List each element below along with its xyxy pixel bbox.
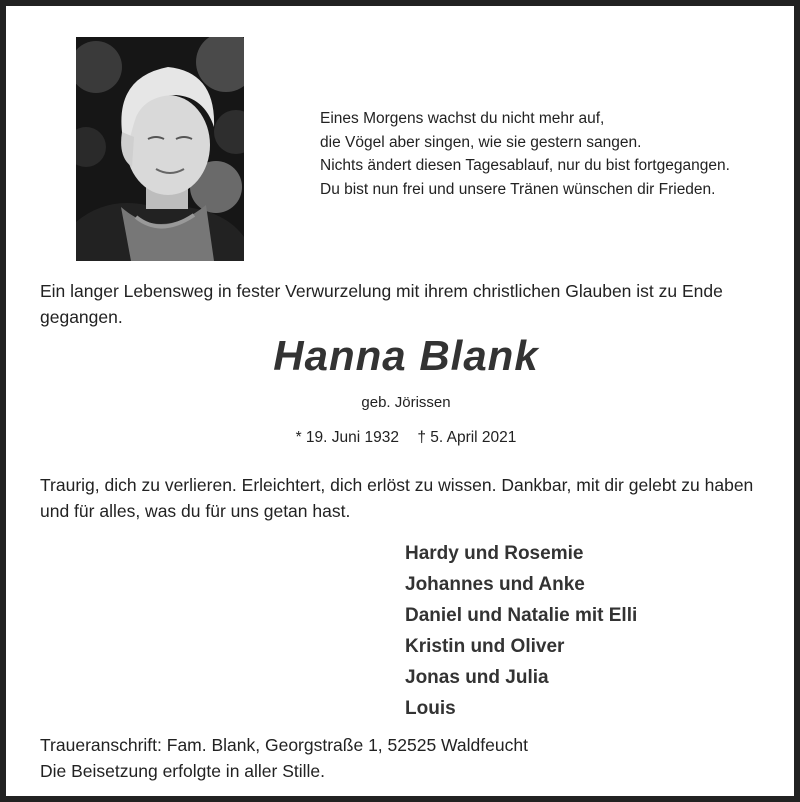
mourner: Kristin und Oliver [405,636,565,657]
mourning-address: Traueranschrift: Fam. Blank, Georgstraße 1, 52525 Waldfeucht [40,735,528,755]
mourner: Jonas und Julia [405,667,549,688]
mourners-list [405,538,785,724]
death-date: † 5. April 2021 [417,429,517,446]
portrait-photo [76,37,244,261]
mourner: Johannes und Anke [405,574,585,595]
deceased-name: Hanna Blank [273,332,539,379]
mourner: Louis [405,698,456,719]
poem-line: Eines Morgens wachst du nicht mehr auf, [320,110,605,127]
mourner: Hardy und Rosemie [405,543,584,564]
poem-line: Nichts ändert diesen Tagesablauf, nur du bist fortgegangen. [320,157,730,174]
life-dates [6,429,800,447]
maiden-name: geb. Jörissen [361,394,451,411]
farewell-text: Traurig, dich zu verlieren. Erleichtert, dich erlöst zu wissen. Dankbar, mit dir gelebt zu haben und für alles, was du für uns getan hast. [40,475,754,521]
poem-line: die Vögel aber singen, wie sie gestern sangen. [320,133,642,151]
poem [320,107,790,201]
address-block [40,732,775,784]
poem-line: Du bist nun frei und unsere Tränen wünschen dir Frieden. [320,180,716,198]
birth-date: * 19. Juni 1932 [295,429,399,446]
burial-note: Die Beisetzung erfolgte in aller Stille. [40,761,326,781]
intro-text: Ein langer Lebensweg in fester Verwurzelung mit ihrem christlichen Glauben ist zu Ende gegangen. [40,281,723,327]
mourner: Daniel und Natalie mit Elli [405,605,638,626]
